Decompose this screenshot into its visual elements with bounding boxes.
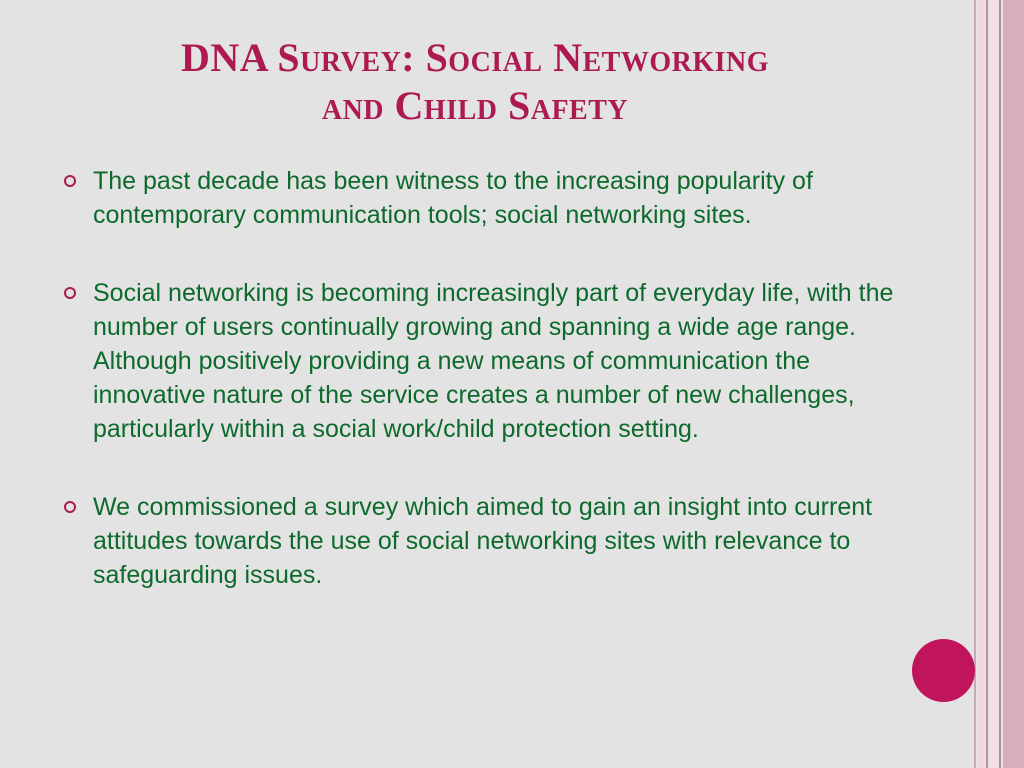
decorative-stripe — [990, 0, 998, 768]
bullet-item — [62, 164, 912, 232]
decorative-stripe — [974, 0, 976, 768]
slide-title — [60, 34, 890, 130]
bullet-circle-icon — [64, 287, 76, 299]
bullet-text: Social networking is becoming increasingly part of everyday life, with the number of users continually growing and spanning a wide age range. Although positively providing a new means of communication the innovative nature of the service creates a number of new challenges, particularly within a social work/child protection setting. — [93, 279, 894, 443]
bullet-circle-icon — [64, 175, 76, 187]
bullet-text: We commissioned a survey which aimed to gain an insight into current attitudes towards the use of social networking sites with relevance to safeguarding issues. — [93, 493, 873, 589]
decorative-circle-icon — [912, 639, 975, 702]
bullet-item — [62, 276, 912, 446]
decorative-stripe — [1003, 0, 1024, 768]
bullet-text: The past decade has been witness to the increasing popularity of contemporary communication tools; social networking sites. — [93, 167, 813, 229]
decorative-stripe — [986, 0, 988, 768]
bullet-circle-icon — [64, 501, 76, 513]
bullet-list — [62, 164, 912, 636]
slide-title-line-1: DNA Survey: Social Networking — [180, 35, 770, 80]
slide-title-line-2: and Child Safety — [321, 83, 629, 128]
bullet-item — [62, 490, 912, 592]
decorative-stripe — [999, 0, 1001, 768]
decorative-stripe — [978, 0, 984, 768]
